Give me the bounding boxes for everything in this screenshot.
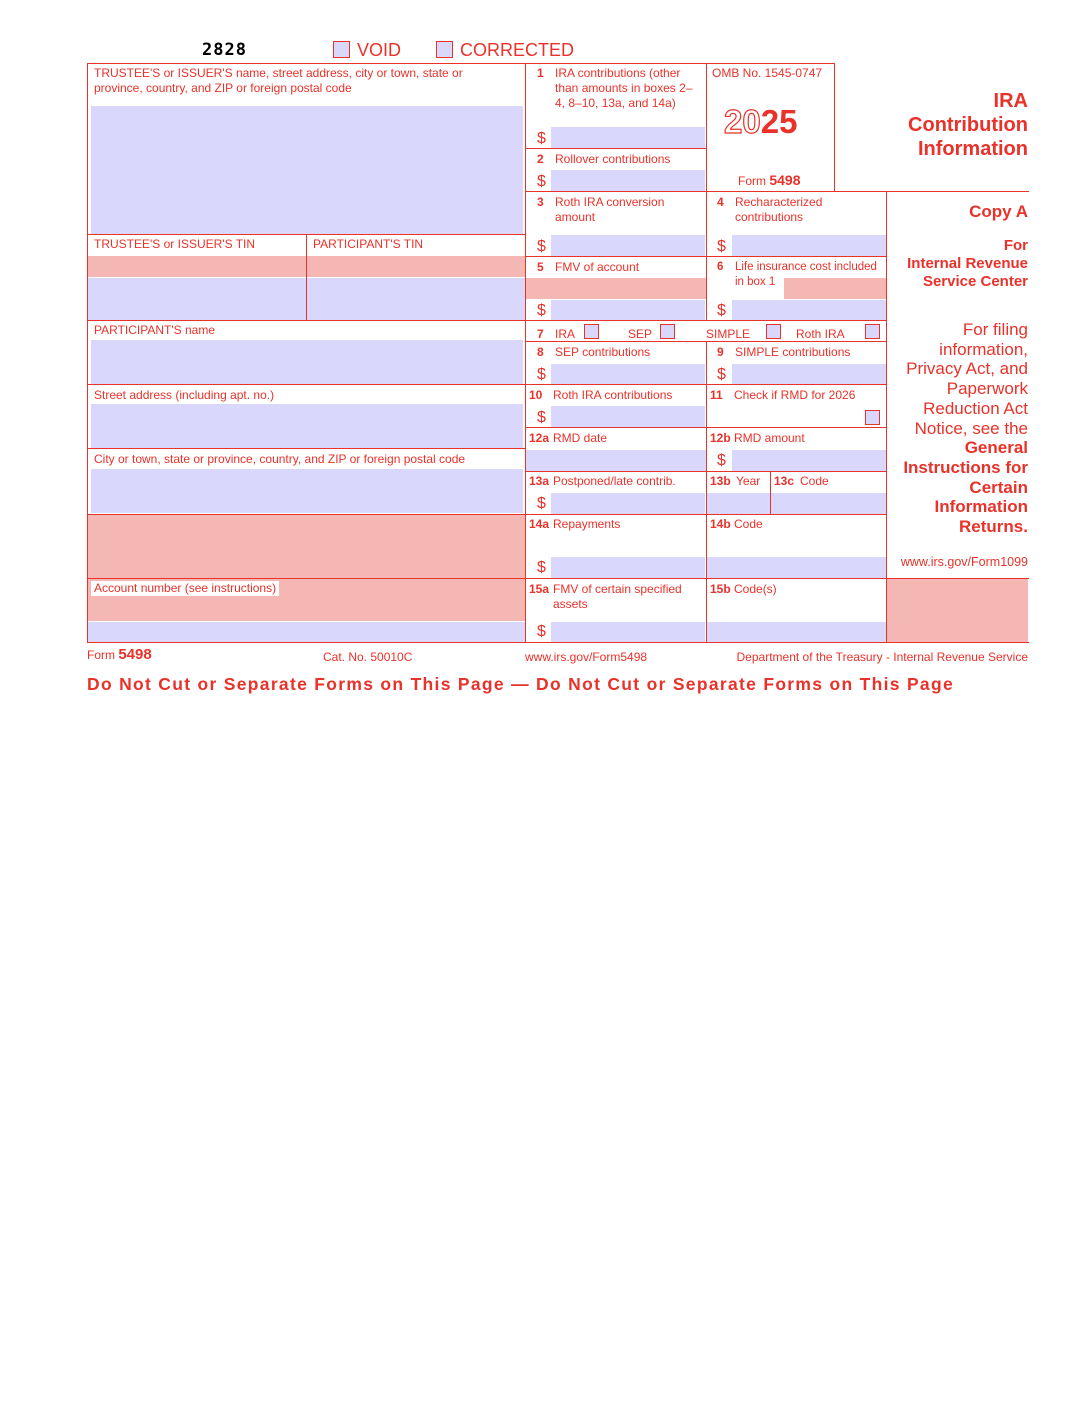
void-label: VOID [357, 40, 402, 60]
box3-amount[interactable] [551, 235, 705, 256]
trustee-tin-label: TRUSTEE'S or ISSUER'S TIN [91, 237, 258, 252]
irs-url-1099: www.irs.gov/Form1099 [900, 555, 1028, 569]
account-number-field[interactable] [88, 622, 525, 642]
box13a-dollar: $ [537, 495, 546, 512]
box6-amount[interactable] [732, 300, 886, 320]
box3-label: 3 Roth IRA conversion amount [537, 195, 665, 224]
right-shaded [887, 579, 1028, 642]
box9-dollar: $ [717, 366, 726, 383]
box12a-field[interactable] [526, 450, 706, 471]
box8-dollar: $ [537, 366, 546, 383]
trustee-name-label: TRUSTEE'S or ISSUER'S name, street address, city or town, state or province, country, and ZIP or foreign postal code [94, 66, 463, 95]
box5-amount[interactable] [551, 300, 705, 320]
box5-shaded [526, 278, 706, 299]
box15b-label: 15b Code(s) [710, 582, 777, 596]
trustee-tin-field[interactable] [88, 278, 306, 320]
box13a-amount[interactable] [551, 493, 705, 514]
box7-ira-checkbox[interactable] [584, 324, 599, 339]
footer-form: Form 5498 [87, 646, 152, 663]
city-field[interactable] [91, 469, 523, 513]
participant-name-label: PARTICIPANT'S name [94, 323, 215, 337]
footer-cat: Cat. No. 50010C [323, 650, 413, 664]
box9-amount[interactable] [732, 364, 886, 384]
participant-tin-label: PARTICIPANT'S TIN [310, 237, 426, 252]
box7-roth-label: Roth IRA [796, 327, 845, 341]
footer-url: www.irs.gov/Form5498 [525, 650, 648, 664]
box2-amount[interactable] [551, 170, 705, 191]
box14a-label: 14a Repayments [529, 517, 621, 531]
corrected-label: CORRECTED [460, 40, 575, 60]
box15a-dollar: $ [537, 623, 546, 640]
box1-label: 1 IRA contributions (other than amounts in boxes 2–4, 8–10, 13a, and 14a) [537, 66, 693, 110]
participant-tin-field[interactable] [307, 278, 525, 320]
copy-for: For Internal Revenue Service Center [907, 237, 1028, 290]
box10-dollar: $ [537, 409, 546, 426]
box5-dollar: $ [537, 302, 546, 319]
box14a-amount[interactable] [551, 557, 705, 578]
box8-amount[interactable] [551, 364, 705, 384]
box4-dollar: $ [717, 238, 726, 255]
street-address-label: Street address (including apt. no.) [94, 388, 275, 402]
corrected-checkbox[interactable] [436, 41, 453, 58]
box2-dollar: $ [537, 173, 546, 190]
box10-amount[interactable] [551, 406, 705, 427]
box12a-label: 12a RMD date [529, 431, 608, 445]
box12b-amount[interactable] [732, 450, 886, 471]
account-number-label: Account number (see instructions) [91, 581, 279, 596]
box13c-field[interactable] [771, 493, 886, 514]
box7-roth-checkbox[interactable] [865, 324, 880, 339]
copy-a: Copy A [969, 202, 1028, 221]
box13b-label: 13b Year [710, 474, 761, 488]
box13c-label: 13c Code [774, 474, 829, 488]
box1-dollar: $ [537, 130, 546, 147]
cut-warning: Do Not Cut or Separate Forms on This Page — Do Not Cut or Separate Forms on This Page [87, 674, 954, 694]
box6-label: 6 Life insurance cost included in box 1 [717, 261, 877, 288]
box7-simple-label: SIMPLE [706, 327, 751, 341]
void-checkbox[interactable] [333, 41, 350, 58]
street-address-field[interactable] [91, 404, 523, 448]
box7-sep-label: SEP [628, 327, 653, 341]
trustee-name-field[interactable] [91, 106, 523, 234]
box12b-label: 12b RMD amount [710, 431, 805, 445]
box3-dollar: $ [537, 238, 546, 255]
box5-label: 5 FMV of account [537, 260, 640, 274]
box13a-label: 13a Postponed/late contrib. [529, 474, 676, 488]
box8-label: 8 SEP contributions [537, 345, 651, 359]
filing-notice: For filing information, Privacy Act, and Paperwork Reduction Act Notice, see the General Instructions for Certain Information Returns. [903, 320, 1028, 537]
box13b-field[interactable] [707, 493, 770, 514]
box10-label: 10 Roth IRA contributions [529, 388, 673, 402]
form-number-box: Form 5498 [738, 172, 801, 188]
box6-dollar: $ [717, 302, 726, 319]
box15a-amount[interactable] [551, 622, 705, 642]
box11-label: 11 Check if RMD for 2026 [710, 388, 856, 402]
form-code: 2828 [202, 40, 247, 60]
box1-amount[interactable] [551, 127, 705, 148]
footer-dept: Department of the Treasury - Internal Revenue Service [736, 650, 1028, 664]
box15b-field[interactable] [707, 622, 886, 642]
box7-sep-checkbox[interactable] [660, 324, 675, 339]
participant-name-field[interactable] [91, 340, 523, 384]
box14a-dollar: $ [537, 559, 546, 576]
box14b-field[interactable] [707, 557, 886, 578]
box15a-label: 15a FMV of certain specified assets [529, 582, 682, 611]
box4-amount[interactable] [732, 235, 886, 256]
city-label: City or town, state or province, country, and ZIP or foreign postal code [94, 452, 466, 466]
box4-label: 4 Recharacterized contributions [717, 195, 823, 224]
box12b-dollar: $ [717, 452, 726, 469]
form-title: IRA Contribution Information [908, 90, 1028, 160]
box11-checkbox[interactable] [865, 410, 880, 425]
box9-label: 9 SIMPLE contributions [717, 345, 851, 359]
tax-year: 2025 [724, 103, 798, 140]
box2-label: 2 Rollover contributions [537, 152, 671, 166]
shaded-area [88, 515, 525, 578]
box14b-label: 14b Code [710, 517, 763, 531]
box7-ira-label: 7 IRA [537, 327, 576, 341]
omb-number: OMB No. 1545-0747 [712, 66, 823, 80]
box7-simple-checkbox[interactable] [766, 324, 781, 339]
